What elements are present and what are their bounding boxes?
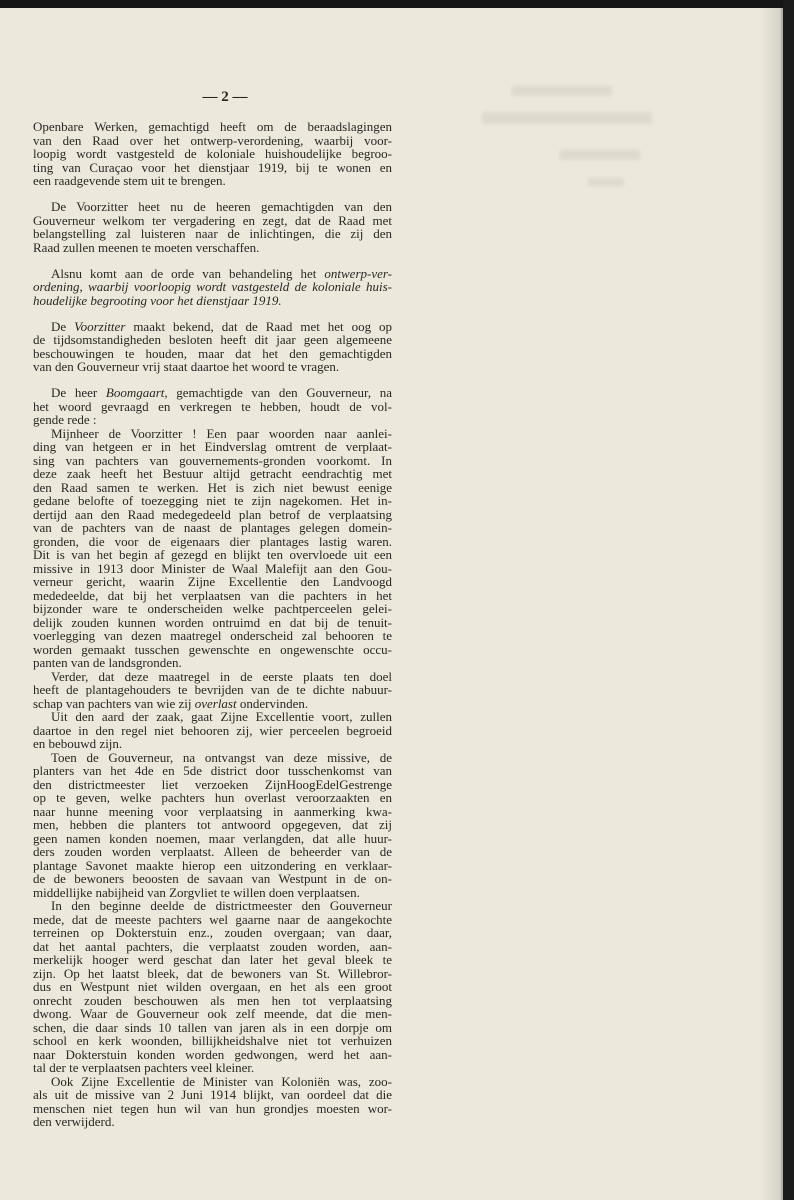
text-line: planters van het 4de en 5de district door tusschenkomst van <box>33 763 392 778</box>
text-line: naar hunne meening voor verplaatsing in aanmerking kwa- <box>33 803 392 819</box>
text-line: middellijke nabijheid van Zorgvliet te willen doen verplaatsen. <box>33 884 360 900</box>
paragraph <box>33 751 392 900</box>
page-number: — 2 — <box>202 89 248 105</box>
text-line: Uit den aard der zaak, gaat Zijne Excellentie voort, zullen <box>51 709 392 724</box>
paragraph <box>33 267 392 308</box>
text-column <box>33 120 392 1129</box>
text-line: Toen de Gouverneur, na ontvangst van deze missive, de <box>51 749 392 765</box>
text-line: ding van hetgeen er in het Eindverslag omtrent de verplaat- <box>33 439 392 454</box>
text-line: naar Dokterstuin konden worden gedwongen, werd het aan- <box>33 1046 392 1062</box>
text-line: van de pachters van de naast de plantages gelegen domein- <box>33 520 392 535</box>
text-line: Mijnheer de Voorzitter ! Een paar woorden naar aanlei- <box>51 425 392 441</box>
text-line: tal der te verplaatsen pachters veel kleiner. <box>33 1060 255 1075</box>
text-line: loopig wordt vastgesteld de koloniale huishoudelijke begroo- <box>33 146 392 161</box>
text-line <box>33 386 392 400</box>
paragraph <box>33 710 392 751</box>
text-line: gedane belofte of toezegging niet te zijn nagekomen. Het in- <box>33 493 392 508</box>
text-line: op te geven, welke pachters hun overlast veroorzaakten en <box>33 790 392 805</box>
paragraph <box>33 200 392 254</box>
text-line: onrecht zouden beschouwen als men hen tot verplaatsing <box>33 992 392 1008</box>
text-line: zijn. Op het laatst bleek, dat de bewoners van St. Willebror- <box>33 965 392 981</box>
text-line: dertijd aan den Raad medegedeeld plan betrof de verplaatsing <box>33 506 392 522</box>
text-line: beschouwingen te houden, maar dat het den gemachtigden <box>33 345 392 361</box>
text-segment: De <box>51 318 75 334</box>
scan-top-edge <box>0 0 794 8</box>
text-line <box>33 697 392 711</box>
text-line: worden gemaakt tusschen gewenschte en ongewenschte occu- <box>33 641 392 657</box>
text-line: gende rede : <box>33 412 97 427</box>
text-line: van den Raad over het ontwerp-verordening, waarbij voor- <box>33 132 392 148</box>
text-line: In den beginne deelde de districtmeester den Gouverneur <box>51 898 392 913</box>
text-line: Raad zullen meenen te moeten verschaffen. <box>33 239 260 255</box>
paragraph <box>33 899 392 1075</box>
text-line: mededeelde, dat bij het verplaatsen van die pachters in het <box>33 587 392 603</box>
paragraph <box>33 120 392 188</box>
paragraph <box>33 1075 392 1129</box>
paragraph <box>33 320 392 374</box>
text-line: een raadgevende stem uit te brengen. <box>33 173 226 188</box>
text-line: deze zaak heeft het Bestuur altijd getracht eendrachtig met <box>33 466 392 481</box>
text-line: delijk zouden kunnen worden ontruimd en dat bij de tenuit- <box>33 614 392 630</box>
text-line: bijzonder ware te onderscheiden welke pachtperceelen gelei- <box>33 601 392 616</box>
text-line: heeft de plantagehouders te bevrijden van de te dichte nabuur- <box>33 682 392 697</box>
text-line <box>33 294 392 308</box>
text-line: sing van pachters van gouvernements-gronden voorkomt. In <box>33 452 392 468</box>
text-line: ting van Curaçao voor het dienstjaar 1919, bij te wonen en <box>33 159 392 175</box>
text-line: schen, die daar sinds 10 tallen van jaren als in een dorpje om <box>33 1019 392 1035</box>
text-segment: , gemachtigde van den Gouverneur, na <box>164 385 393 400</box>
text-line: Verder, dat deze maatregel in de eerste plaats ten doel <box>51 668 392 684</box>
italic-text-segment: ordening, waarbij voorloopig wordt vastgesteld de koloniale huis- <box>33 279 392 294</box>
text-line: den districtmeester liet verzoeken ZijnHoogEdelGestrenge <box>33 776 392 792</box>
bleed-through-mark <box>588 178 624 186</box>
text-line: merkelijk hooger werd geschat dan later het geval bleek te <box>33 952 392 967</box>
paragraph <box>33 427 392 670</box>
text-line: dwong. Waar de Gouverneur ook zelf meende, dat die men- <box>33 1006 392 1021</box>
text-line: het woord gevraagd en verkregen te hebben, houdt de vol- <box>33 398 392 414</box>
text-line: ders zouden worden verplaatst. Alleen de beheerder van de <box>33 844 392 859</box>
italic-text-segment: Voorzitter <box>74 318 126 334</box>
text-line: belangstelling zal luisteren naar de inlichtingen, die zij den <box>33 226 392 241</box>
text-line: geen namen konden noemen, maar verlangden, dat alle huur- <box>33 830 392 846</box>
paragraph <box>33 386 392 427</box>
text-segment: ondervinden. <box>236 695 309 711</box>
bleed-through-mark <box>482 112 652 124</box>
text-line: menschen niet tegen hun wil van hun grondjes moesten wor- <box>33 1100 392 1116</box>
bleed-through-mark <box>560 150 640 160</box>
bleed-through-mark <box>512 86 612 96</box>
scan-right-edge <box>783 0 794 1200</box>
text-line <box>33 280 392 294</box>
italic-text-segment: Boomgaart <box>105 385 165 400</box>
text-line: plantage Savonet maakte hierop een uitzondering en verklaar- <box>33 857 392 873</box>
text-line: de tijdsomstandigheden besloten heeft dit jaar geen algemeene <box>33 332 392 347</box>
text-line: de de bewoners beoosten de savaan van Westpunt in de on- <box>33 871 392 886</box>
text-line: Gouverneur welkom ter vergadering en zegt, dat de Raad met <box>33 212 392 228</box>
text-segment: maakt bekend, dat de Raad met het oog op <box>125 318 392 334</box>
text-line: als uit de missive van 2 Juni 1914 blijkt, van oordeel dat die <box>33 1087 392 1102</box>
text-line: men, hebben die planters tot antwoord opgegeven, dat zij <box>33 817 392 832</box>
text-segment: schap van pachters van wie zij <box>33 695 195 711</box>
text-line: dus en Westpunt niet wilden overgaan, en het als een groot <box>33 979 392 994</box>
text-line: voerlegging van dezen maatregel onderscheid zal behooren te <box>33 628 392 643</box>
text-line: missive in 1913 door Minister de Waal Malefijt aan den Gou- <box>33 560 392 576</box>
text-segment: De heer <box>51 385 106 400</box>
italic-text-segment: overlast <box>194 695 237 711</box>
text-line: mede, dat de meeste pachters wel gaarne naar de aangekochte <box>33 911 392 927</box>
text-line: den verwijderd. <box>33 1114 115 1129</box>
text-line: school en kerk woonden, billijkheidshalve niet tot verhuizen <box>33 1033 392 1048</box>
text-line: Ook Zijne Excellentie de Minister van Koloniën was, zoo- <box>51 1073 392 1089</box>
text-line: gronden, die voor de eigenaars dier plantages lastig waren. <box>33 533 392 549</box>
paragraph <box>33 670 392 711</box>
text-line: van den Gouverneur vrij staat daartoe het woord te vragen. <box>33 359 340 374</box>
text-line: Dit is van het begin af gezegd en blijkt ten overvloede uit een <box>33 547 392 562</box>
scan-right-shadow <box>760 8 781 1200</box>
text-line: daartoe in den regel niet behooren zij, wier perceelen begroeid <box>33 722 392 738</box>
text-line <box>33 267 392 281</box>
text-segment: Alsnu komt aan de orde van behandeling het <box>51 265 325 281</box>
text-line <box>33 320 392 334</box>
text-line: De Voorzitter heet nu de heeren gemachtigden van den <box>51 199 392 214</box>
text-line: den Raad samen te werken. Het is zich niet bewust eenige <box>33 479 392 495</box>
italic-text-segment: ontwerp-ver- <box>324 265 392 281</box>
text-line: panten van de landsgronden. <box>33 655 182 670</box>
text-line: terreinen op Dokterstuin enz., zouden overgaan; van daar, <box>33 925 392 940</box>
text-line: Openbare Werken, gemachtigd heeft om de beraadslagingen <box>33 119 392 134</box>
text-line: verneur gericht, waarin Zijne Excellentie den Landvoogd <box>33 574 392 589</box>
text-line: en bebouwd zijn. <box>33 736 123 751</box>
text-line: dat het aantal pachters, die verplaatst zouden worden, aan- <box>33 938 392 954</box>
italic-text-segment: houdelijke begrooting voor het dienstjaar 1919. <box>33 292 282 308</box>
